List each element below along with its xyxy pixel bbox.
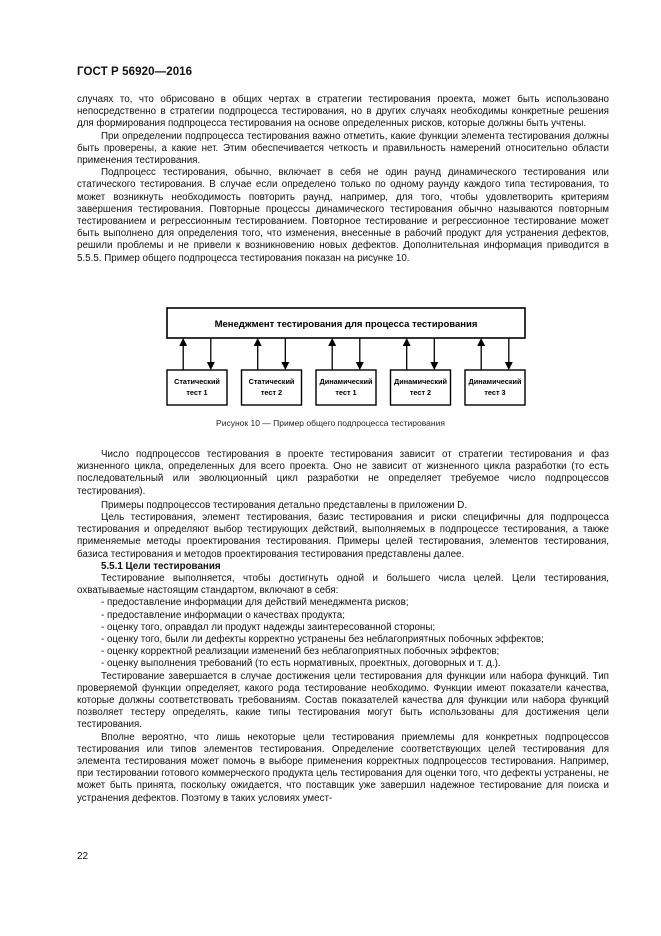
paragraph: При определении подпроцесса тестирования важно отметить, какие функции элемента тестирования должны быть проверены, а какие нет. Этим обеспечивается четкость и правильность намерений относительно области применения тестирования. <box>77 130 609 167</box>
section-heading: 5.5.1 Цели тестирования <box>101 560 221 572</box>
figure-10-diagram <box>166 307 526 409</box>
sub-process-label: Динамический <box>468 377 522 386</box>
paragraph: Вполне вероятно, что лишь некоторые цели тестирования приемлемы для конкретных подпроцессов тестирования или типов элементов тестирования. Определение соответствующих целей тестирования для элемента тестирования может помочь в выборе применения корректных подпроцессов тестирования. Например, при тестировании готового коммерческого продукта цель тестирования для оценки того, что дефекты устранены, не может быть принята, поскольку ожидается, что поставщик уже завершил надежное тестирование для поиска и устранения дефектов. Поэтому в таких условиях умест- <box>77 731 609 804</box>
list-item: - предоставление информации о качествах продукта; <box>101 609 345 621</box>
sub-process-label: тест 3 <box>484 388 506 397</box>
paragraph: Тестирование завершается в случае достижения цели тестирования для функции или набора функций. Тип проверяемой функции определяет, какого рода тестирование необходимо. Функции имеют показатели качества, которые должны соответствовать требованиям. Состав показателей качества для функции или набора функций позволяет тестеру определять, какие типы тестирования могут быть использованы для достижения цели тестирования. <box>77 670 609 731</box>
list-item: - предоставление информации для действий менеджмента рисков; <box>101 597 409 609</box>
text-block-bottom <box>77 449 609 805</box>
figure-caption: Рисунок 10 — Пример общего подпроцесса тестирования <box>216 418 445 428</box>
sub-process-label: Динамический <box>319 377 373 386</box>
sub-process-label: Динамический <box>394 377 447 386</box>
document-code-header: ГОСТ Р 56920—2016 <box>77 66 193 78</box>
management-box-label: Менеджмент тестирования для процесса тестирования <box>214 319 478 330</box>
sub-process-label: тест 2 <box>409 388 432 397</box>
list-item: - оценку того, оправдал ли продукт надежды заинтересованной стороны; <box>101 621 436 633</box>
text-block-top <box>77 94 609 265</box>
paragraph: Тестирование выполняется, чтобы достигнуть одной и большего числа целей. Цели тестирования, охватываемые настоящим стандартом, включают в себя: <box>77 573 609 597</box>
objectives-list <box>77 597 609 670</box>
paragraph: Примеры подпроцессов тестирования детально представлены в приложении D. <box>101 499 468 511</box>
paragraph: Цель тестирования, элемент тестирования, базис тестирования и риски специфичны для подпроцесса тестирования и определяют выбор тестирующих действий, выполняемых в подпроцессе тестирования, а также применяемые методы проектирования тестирования. Примеры целей тестирования, элементов тестирования, базиса тестирования и методов проектирования тестирования представлены далее. <box>77 512 609 560</box>
sub-process-label: тест 2 <box>260 388 283 397</box>
sub-process-label: тест 1 <box>335 388 357 397</box>
paragraph: Подпроцесс тестирования, обычно, включает в себя не один раунд динамического тестирования или статического тестирования. В случае если определено только по одному раунду каждого типа тестирования, то может возникнуть необходимость повторить раунд, например, для того, чтобы удовлетворить критериям завершения тестирования. Повторные процессы динамического тестирования обычно называются повторным тестированием и регрессионным тестированием. Повторное тестирование и регрессионное тестирование может быть выполнено для определения того, что изменения, внесенные в рабочий продукт для устранения дефектов, решили проблемы и не привели к возникновению новых дефектов. Дополнительная информация приводится в 5.5.5. Пример общего подпроцесса тестирования показан на рисунке 10. <box>77 167 609 264</box>
page-number: 22 <box>77 851 89 862</box>
paragraph: случаях то, что обрисовано в общих чертах в стратегии тестирования проекта, может быть использовано непосредственно в стратегии подпроцесса тестирования, но в других случаях необходимы конкретные решения для формирования подпроцесса тестирования на основе определенных рисков, которые должны быть учтены. <box>77 94 609 130</box>
sub-process-label: Статический <box>174 377 220 386</box>
sub-process-label: тест 1 <box>186 388 208 397</box>
list-item: - оценку корректной реализации изменений без неблагоприятных побочных эффектов; <box>101 646 500 658</box>
list-item: - оценку того, были ли дефекты корректно устранены без неблагоприятных побочных эффектов; <box>101 634 544 646</box>
paragraph: Число подпроцессов тестирования в проекте тестирования зависит от стратегии тестирования и фаз жизненного цикла, определенных для всего проекта. Оно не зависит от жизненного цикла разработки (то есть последовательный или эволюционный цикл разработки не определяет требуемое число подпроцессов тестирования). <box>77 449 609 497</box>
sub-process-label: Статический <box>248 377 295 386</box>
list-item: - оценку выполнения требований (то есть нормативных, проектных, договорных и т. д.). <box>101 658 501 670</box>
